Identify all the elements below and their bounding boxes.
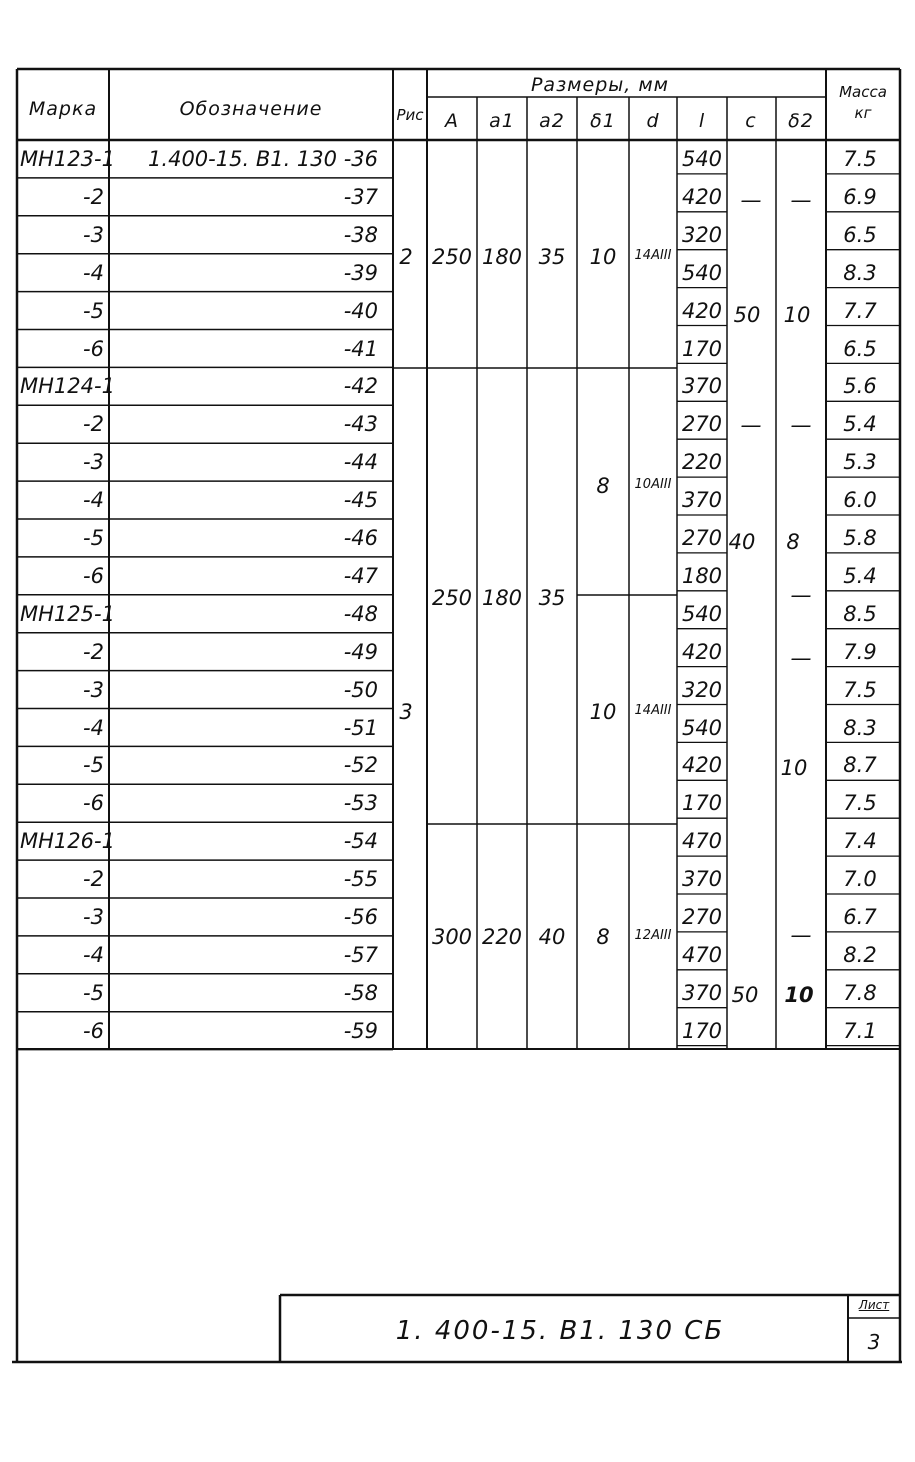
marka-cell: МН125-1	[20, 601, 115, 626]
oboznachenie-cell: -55	[343, 867, 378, 892]
l-cell: 220	[681, 450, 723, 475]
l-cell: 420	[681, 184, 723, 209]
delta2-cell: —	[790, 583, 812, 607]
marka-cell: -6	[83, 336, 104, 361]
header-col-a1: a1	[489, 110, 515, 132]
l-cell: 170	[681, 336, 723, 361]
l-cell: 270	[681, 526, 723, 550]
marka-cell: -3	[83, 677, 104, 702]
c-cell: 40	[728, 530, 756, 554]
delta2-cell: 10	[784, 983, 814, 1007]
mass-cell: 7.7	[843, 298, 877, 323]
oboznachenie-cell: -48	[343, 601, 378, 626]
header-massa: Масса	[839, 83, 887, 101]
l-cell: 270	[681, 412, 723, 437]
mass-cell: 5.8	[843, 526, 877, 550]
delta2-cell: 10	[780, 756, 808, 780]
header-marka: Марка	[28, 98, 98, 120]
oboznachenie-cell: -39	[343, 260, 378, 285]
sheet-label: Лист	[858, 1298, 890, 1312]
mass-cell: 7.8	[843, 980, 877, 1005]
oboznachenie-cell: -54	[343, 829, 378, 854]
header-col-delta1: δ1	[590, 110, 616, 132]
mass-cell: 6.5	[843, 336, 877, 361]
oboznachenie-cell: -42	[343, 374, 378, 399]
marka-cell: -6	[83, 563, 104, 588]
header-col-c: c	[745, 110, 757, 132]
marka-cell: -6	[83, 1018, 104, 1043]
ris-cell: 2	[399, 245, 413, 269]
marka-cell: -5	[83, 526, 104, 550]
l-cell: 540	[681, 715, 723, 740]
l-cell: 470	[681, 829, 723, 854]
oboznachenie-cell: -46	[343, 526, 378, 550]
marka-cell: МН123-1	[20, 147, 115, 171]
header-col-l: l	[698, 110, 706, 132]
oboznachenie-cell: -59	[343, 1018, 378, 1043]
mass-cell: 8.2	[843, 942, 877, 967]
header-razmery: Размеры, мм	[530, 74, 670, 96]
marka-cell: -3	[83, 450, 104, 475]
marka-cell: -5	[83, 980, 104, 1005]
l-cell: 170	[681, 1018, 723, 1043]
l-cell: 540	[681, 260, 723, 285]
header-col-d: d	[646, 110, 660, 132]
delta2-cell: —	[790, 413, 812, 437]
oboznachenie-cell: -52	[343, 753, 378, 778]
delta1-cell: 8	[596, 474, 610, 498]
mass-cell: 8.3	[843, 715, 877, 740]
delta1-cell: 8	[596, 925, 610, 949]
marka-cell: -2	[83, 639, 104, 664]
l-cell: 540	[681, 147, 723, 171]
mass-cell: 6.0	[843, 488, 877, 513]
d-cell: 12AIII	[634, 928, 672, 943]
l-cell: 470	[681, 942, 723, 967]
mass-cell: 7.9	[843, 639, 877, 664]
l-cell: 370	[681, 867, 723, 892]
delta2-cell: —	[790, 923, 812, 947]
sheet-number: 3	[867, 1330, 881, 1354]
d-cell: 10AIII	[634, 477, 672, 492]
A-cell: 300	[431, 925, 473, 949]
marka-cell: -5	[83, 298, 104, 323]
oboznachenie-cell: -57	[343, 942, 378, 967]
mass-cell: 5.4	[843, 412, 877, 437]
oboznachenie-cell: -58	[343, 980, 378, 1005]
mass-cell: 7.4	[843, 829, 877, 854]
mass-cell: 7.5	[843, 791, 877, 816]
oboznachenie-cell: 1.400-15. В1. 130 -36	[148, 147, 378, 171]
oboznachenie-cell: -51	[343, 715, 378, 740]
header-col-A: A	[445, 110, 459, 132]
oboznachenie-cell: -44	[343, 450, 378, 475]
l-cell: 370	[681, 488, 723, 513]
c-cell: —	[740, 413, 762, 437]
a2-cell: 40	[538, 925, 566, 949]
mass-cell: 6.7	[843, 905, 877, 929]
l-cell: 420	[681, 298, 723, 323]
l-cell: 420	[681, 753, 723, 778]
oboznachenie-cell: -38	[343, 222, 378, 247]
oboznachenie-cell: -47	[343, 563, 378, 588]
oboznachenie-cell: -37	[343, 184, 378, 209]
marka-cell: -4	[83, 715, 104, 740]
marka-cell: -3	[83, 905, 104, 929]
marka-cell: -4	[83, 488, 104, 513]
c-cell: 50	[731, 983, 759, 1007]
ris-cell: 3	[399, 700, 413, 724]
a1-cell: 220	[481, 925, 523, 949]
a2-cell: 35	[538, 245, 566, 269]
c-cell: 50	[733, 303, 761, 327]
mass-cell: 7.0	[843, 867, 877, 892]
header-col-a2: a2	[539, 110, 565, 132]
marka-cell: -3	[83, 222, 104, 247]
l-cell: 370	[681, 374, 723, 399]
l-cell: 370	[681, 980, 723, 1005]
d-cell: 14AIII	[634, 703, 672, 718]
l-cell: 540	[681, 601, 723, 626]
l-cell: 320	[681, 222, 723, 247]
header-ris: Рис	[396, 106, 424, 124]
document-code: 1. 400-15. В1. 130 СБ	[395, 1316, 725, 1346]
delta2-cell: 10	[783, 303, 811, 327]
l-cell: 170	[681, 791, 723, 816]
d-cell: 14AIII	[634, 248, 672, 263]
marka-cell: -2	[83, 184, 104, 209]
l-cell: 180	[681, 563, 723, 588]
oboznachenie-cell: -41	[343, 336, 378, 361]
marka-cell: -5	[83, 753, 104, 778]
oboznachenie-cell: -50	[343, 677, 378, 702]
l-cell: 420	[681, 639, 723, 664]
A-cell: 250	[431, 586, 473, 610]
delta1-cell: 10	[589, 245, 617, 269]
mass-cell: 8.7	[843, 753, 877, 778]
marka-cell: МН126-1	[20, 829, 115, 854]
mass-cell: 5.4	[843, 563, 877, 588]
marka-cell: -4	[83, 260, 104, 285]
mass-cell: 7.5	[843, 677, 877, 702]
mass-cell: 6.5	[843, 222, 877, 247]
marka-cell: -6	[83, 791, 104, 816]
mass-cell: 5.3	[843, 450, 877, 475]
mass-cell: 8.5	[843, 601, 877, 626]
oboznachenie-cell: -56	[343, 905, 378, 929]
delta1-cell: 10	[589, 700, 617, 724]
header-massa-unit: кг	[854, 104, 872, 122]
delta2-cell: —	[790, 188, 812, 212]
oboznachenie-cell: -53	[343, 791, 378, 816]
header-oboznachenie: Обозначение	[179, 98, 323, 120]
a1-cell: 180	[481, 586, 523, 610]
mass-cell: 6.9	[843, 184, 877, 209]
oboznachenie-cell: -43	[343, 412, 378, 437]
a2-cell: 35	[538, 586, 566, 610]
marka-cell: -2	[83, 412, 104, 437]
delta2-cell: 8	[786, 530, 800, 554]
header-col-delta2: δ2	[788, 110, 814, 132]
oboznachenie-cell: -45	[343, 488, 378, 513]
l-cell: 270	[681, 905, 723, 929]
mass-cell: 7.1	[843, 1018, 877, 1043]
a1-cell: 180	[481, 245, 523, 269]
oboznachenie-cell: -40	[343, 298, 378, 323]
l-cell: 320	[681, 677, 723, 702]
oboznachenie-cell: -49	[343, 639, 378, 664]
mass-cell: 5.6	[843, 374, 877, 399]
mass-cell: 8.3	[843, 260, 877, 285]
marka-cell: -4	[83, 942, 104, 967]
marka-cell: МН124-1	[20, 374, 115, 399]
c-cell: —	[740, 188, 762, 212]
mass-cell: 7.5	[843, 147, 877, 171]
A-cell: 250	[431, 245, 473, 269]
delta2-cell: —	[790, 646, 812, 670]
marka-cell: -2	[83, 867, 104, 892]
